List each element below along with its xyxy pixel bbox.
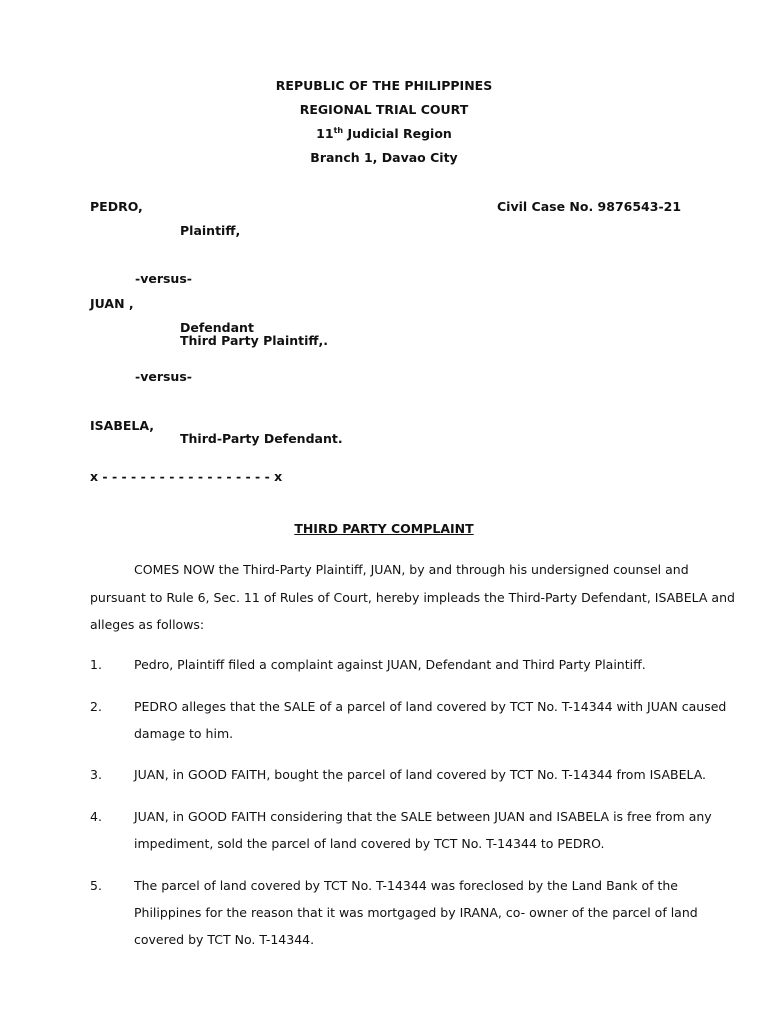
item-text: JUAN, in GOOD FAITH, bought the parcel of land covered by TCT No. T-14344 from ISABELA. <box>134 767 707 782</box>
item-text: The parcel of land covered by TCT No. T-14344 was foreclosed by the Land Bank of the <box>134 878 678 893</box>
item-number: 3. <box>90 767 102 782</box>
intro-line: COMES NOW the Third-Party Plaintiff, JUAN, by and through his undersigned counsel and <box>134 562 689 577</box>
item-text: PEDRO alleges that the SALE of a parcel of land covered by TCT No. T-14344 with JUAN caused <box>134 699 727 714</box>
item-text: Pedro, Plaintiff filed a complaint against JUAN, Defendant and Third Party Plaintiff. <box>134 657 646 672</box>
item-text: covered by TCT No. T-14344. <box>134 932 315 947</box>
intro-line: pursuant to Rule 6, Sec. 11 of Rules of Court, hereby impleads the Third-Party Defendant, ISABELA and <box>90 590 735 605</box>
item-number: 5. <box>90 878 102 893</box>
item-text: Philippines for the reason that it was mortgaged by IRANA, co- owner of the parcel of land <box>134 905 698 920</box>
document-title: THIRD PARTY COMPLAINT <box>294 521 474 536</box>
item-number: 1. <box>90 657 102 672</box>
plaintiff-name: PEDRO, <box>90 199 143 214</box>
caption-separator: x - - - - - - - - - - - - - - - - - - x <box>90 469 283 484</box>
versus-label: -versus- <box>135 271 192 286</box>
item-number: 2. <box>90 699 102 714</box>
third-party-defendant-name: ISABELA, <box>90 418 155 433</box>
versus-label: -versus- <box>135 369 192 384</box>
court-header-rtc: REGIONAL TRIAL COURT <box>299 102 469 117</box>
item-text: impediment, sold the parcel of land covered by TCT No. T-14344 to PEDRO. <box>134 836 605 851</box>
third-party-defendant-role: Third-Party Defendant. <box>180 431 343 446</box>
third-party-plaintiff-role: Third Party Plaintiff,. <box>180 333 329 348</box>
item-text: damage to him. <box>134 726 234 741</box>
court-header-republic: REPUBLIC OF THE PHILIPPINES <box>275 78 493 93</box>
court-header-branch: Branch 1, Davao City <box>310 150 458 165</box>
defendant-role: Defendant <box>180 320 254 335</box>
item-number: 4. <box>90 809 102 824</box>
court-header-region: 11th Judicial Region <box>316 125 452 141</box>
case-number: Civil Case No. 9876543-21 <box>497 199 682 214</box>
defendant-name: JUAN , <box>90 296 134 311</box>
plaintiff-role: Plaintiff, <box>180 223 241 238</box>
intro-line: alleges as follows: <box>90 617 205 632</box>
item-text: JUAN, in GOOD FAITH considering that the SALE between JUAN and ISABELA is free from any <box>134 809 712 824</box>
